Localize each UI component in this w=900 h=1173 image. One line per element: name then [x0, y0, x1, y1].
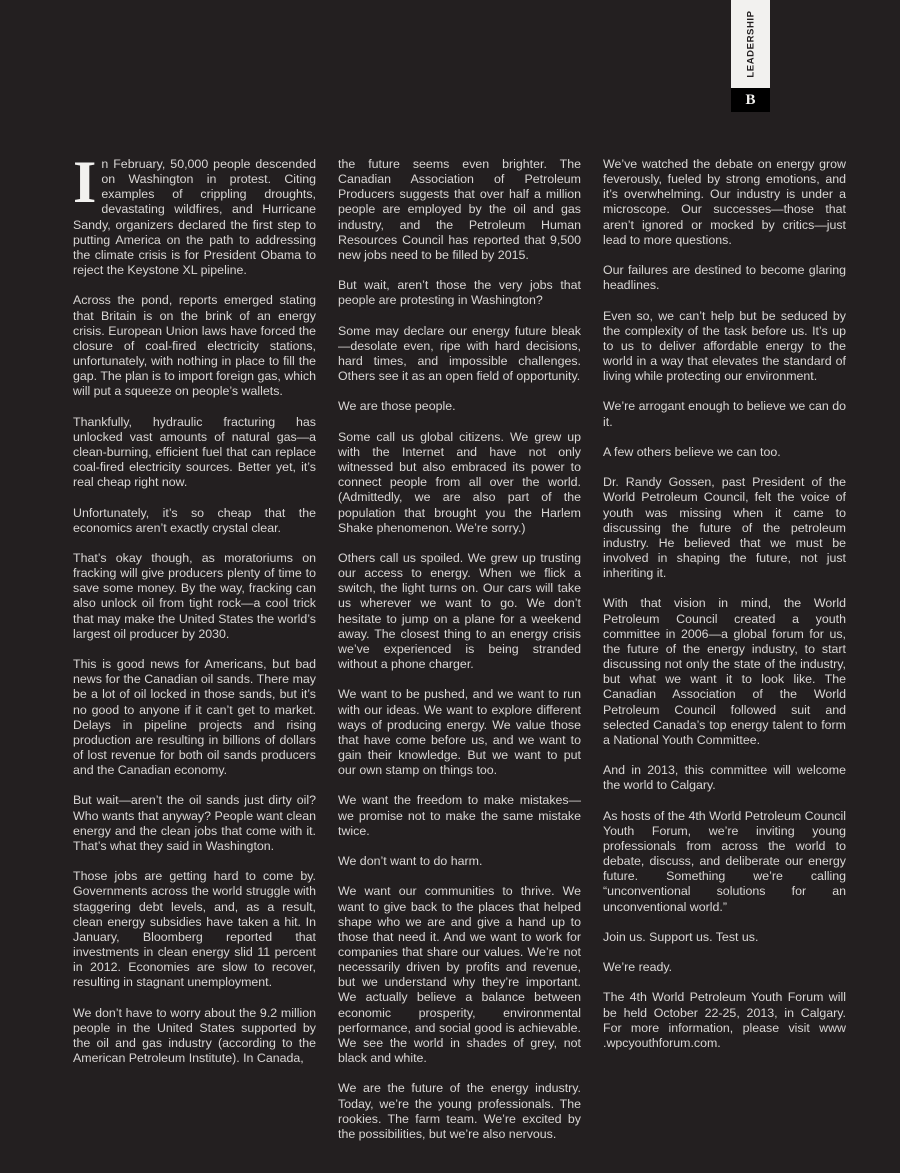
article-paragraph: This is good news for Americans, but bad news for the Canadian oil sands. There may be a lot of oil locked in those sands, but it’s no good to anyone if it can’t get to market. Delays in pipeline projects and rising production are resulting in billions of dollars of lost revenue for both oil sands producers and the Canadian economy. — [73, 657, 316, 778]
article-paragraph-text: n February, 50,000 people descended on Washington in protest. Citing examples of crippling droughts, devastating wildfires, and Hurricane Sandy, organizers declared the first step to putting America on the path to addressing the climate crisis is for President Obama to reject the Keystone XL pipeline. — [73, 157, 316, 278]
article-paragraph: We don’t have to worry about the 9.2 million people in the United States supported by the oil and gas industry (according to the American Petroleum Institute). In Canada, — [73, 1005, 316, 1066]
article-paragraph: A few others believe we can too. — [603, 444, 781, 459]
article-paragraph — [73, 149, 316, 278]
article-paragraph: the future seems even brighter. The Canadian Association of Petroleum Producers suggests that over half a million people are employed by the oil and gas industry, and the Petroleum Human Resources Council has reported that 9,500 new jobs need to be filled by 2015. — [338, 157, 581, 262]
article-paragraph: We want to be pushed, and we want to run with our ideas. We want to explore different ways of producing energy. We value those that have come before us, and we want to gain their knowledge. But we want to put our own stamp on things too. — [338, 687, 581, 778]
article-paragraph: We are the future of the energy industry. Today, we’re the young professionals. The rookies. The farm team. We’re excited by the possibilities, but we’re also nervous. — [338, 1081, 581, 1141]
article-column-3 — [603, 157, 846, 1066]
article-paragraph: Others call us spoiled. We grew up trusting our access to energy. When we flick a switch, the light turns on. Our cars will take us wherever we want to go. We don’t hesitate to jump on a plane for a weekend away. The closest thing to an energy crisis we’ve experienced is being stranded without a phone charger. — [338, 550, 581, 672]
article-paragraph: Even so, we can’t help but be seduced by the complexity of the task before us. It’s up to us to deliver affordable energy to the world in a way that elevates the standard of living while protecting our environment. — [603, 308, 846, 384]
article-paragraph: We want our communities to thrive. We want to give back to the places that helped shape who we are and give a hand up to those that need it. And we want to work for companies that share our values. We’re not necessarily driven by profits and revenue, but we understand why they’re important. We actually believe a balance between economic prosperity, environmental performance, and social good is achievable. We see the world in shades of grey, not black and white. — [338, 884, 581, 1066]
article-paragraph: We are those people. — [338, 399, 456, 414]
article-paragraph: Unfortunately, it’s so cheap that the economics aren’t exactly crystal clear. — [73, 505, 316, 535]
article-paragraph: We’re ready. — [603, 960, 673, 975]
article-paragraph: Dr. Randy Gossen, past President of the World Petroleum Council, felt the voice of youth was missing when it came to discussing the future of the petroleum industry. He believed that we must be involved in shaping the future, not just inheriting it. — [603, 475, 846, 581]
article-paragraph: The 4th World Petroleum Youth Forum will be held October 22-25, 2013, in Calgary. For more information, please visit www .wpcyouthforum.com. — [603, 990, 846, 1050]
article-column-1 — [73, 149, 316, 1081]
article-paragraph: But wait, aren’t those the very jobs that people are protesting in Washington? — [338, 278, 581, 308]
article-paragraph: We don’t want to do harm. — [338, 854, 483, 869]
article-paragraph: Join us. Support us. Test us. — [603, 929, 759, 944]
article-paragraph: With that vision in mind, the World Petroleum Council created a youth committee in 2006—a global forum for us, the future of the energy industry, to start discussing not only the state of the industry, but what we want it to look like. The Canadian Association of the World Petroleum Council followed suit and selected Canada’s top energy talent to form a National Youth Committee. — [603, 596, 846, 747]
drop-cap: I — [73, 149, 97, 215]
article-column-2 — [338, 157, 581, 1157]
article-paragraph: Thankfully, hydraulic fracturing has unlocked vast amounts of natural gas—a clean-burning, efficient fuel that can replace coal-fired electricity sources. Better yet, it’s real cheap right now. — [73, 414, 316, 490]
article-paragraph: Those jobs are getting hard to come by. Governments across the world struggle with staggering debt levels, and, as a result, clean energy subsidies have taken a hit. In January, Bloomberg reported that investments in clean energy slid 11 percent in 2012. Economies are slow to recover, resulting in stagnant unemployment. — [73, 869, 316, 990]
article-paragraph: We’re arrogant enough to believe we can do it. — [603, 399, 846, 429]
article-paragraph: Our failures are destined to become glaring headlines. — [603, 263, 846, 293]
article-paragraph: Across the pond, reports emerged stating that Britain is on the brink of an energy crisis. European Union laws have forced the closure of coal-fired electricity stations, unfortunately, with nothing in place to fill the gap. The plan is to import foreign gas, which will put a squeeze on people’s wallets. — [73, 293, 316, 399]
article-paragraph: We’ve watched the debate on energy grow feverously, fueled by strong emotions, and it’s overwhelming. Our industry is under a microscope. Our successes—those that aren’t ignored or mocked by critics—just lead to more questions. — [603, 157, 846, 247]
article-paragraph: As hosts of the 4th World Petroleum Council Youth Forum, we’re inviting young professionals from across the world to debate, discuss, and deliberate our energy future. Something we’re calling “unconventional solutions for an unconventional world.” — [603, 808, 846, 914]
article-paragraph: That’s okay though, as moratoriums on fracking will give producers plenty of time to save some money. By the way, fracking can also unlock oil from tight rock—a cool trick that may make the United States the world’s largest oil producer by 2030. — [73, 551, 316, 641]
section-tab — [731, 0, 770, 88]
section-letter: B — [731, 88, 770, 112]
article-paragraph: We want the freedom to make mistakes—we promise not to make the same mistake twice. — [338, 793, 581, 838]
article-paragraph: Some call us global citizens. We grew up with the Internet and have not only witnessed but also embraced its power to connect people from all over the world. (Admittedly, we are also part of the population that brought you the Harlem Shake phenomenon. We’re sorry.) — [338, 429, 581, 535]
section-label: LEADERSHIP — [745, 10, 756, 78]
article-paragraph: And in 2013, this committee will welcome the world to Calgary. — [603, 763, 846, 793]
article-paragraph: Some may declare our energy future bleak—desolate even, ripe with hard decisions, hard times, and impossible challenges. Others see it as an open field of opportunity. — [338, 323, 581, 384]
article-paragraph: But wait—aren’t the oil sands just dirty oil? Who wants that anyway? People want clean energy and the clean jobs that come with it. That’s what they said in Washington. — [73, 793, 316, 853]
